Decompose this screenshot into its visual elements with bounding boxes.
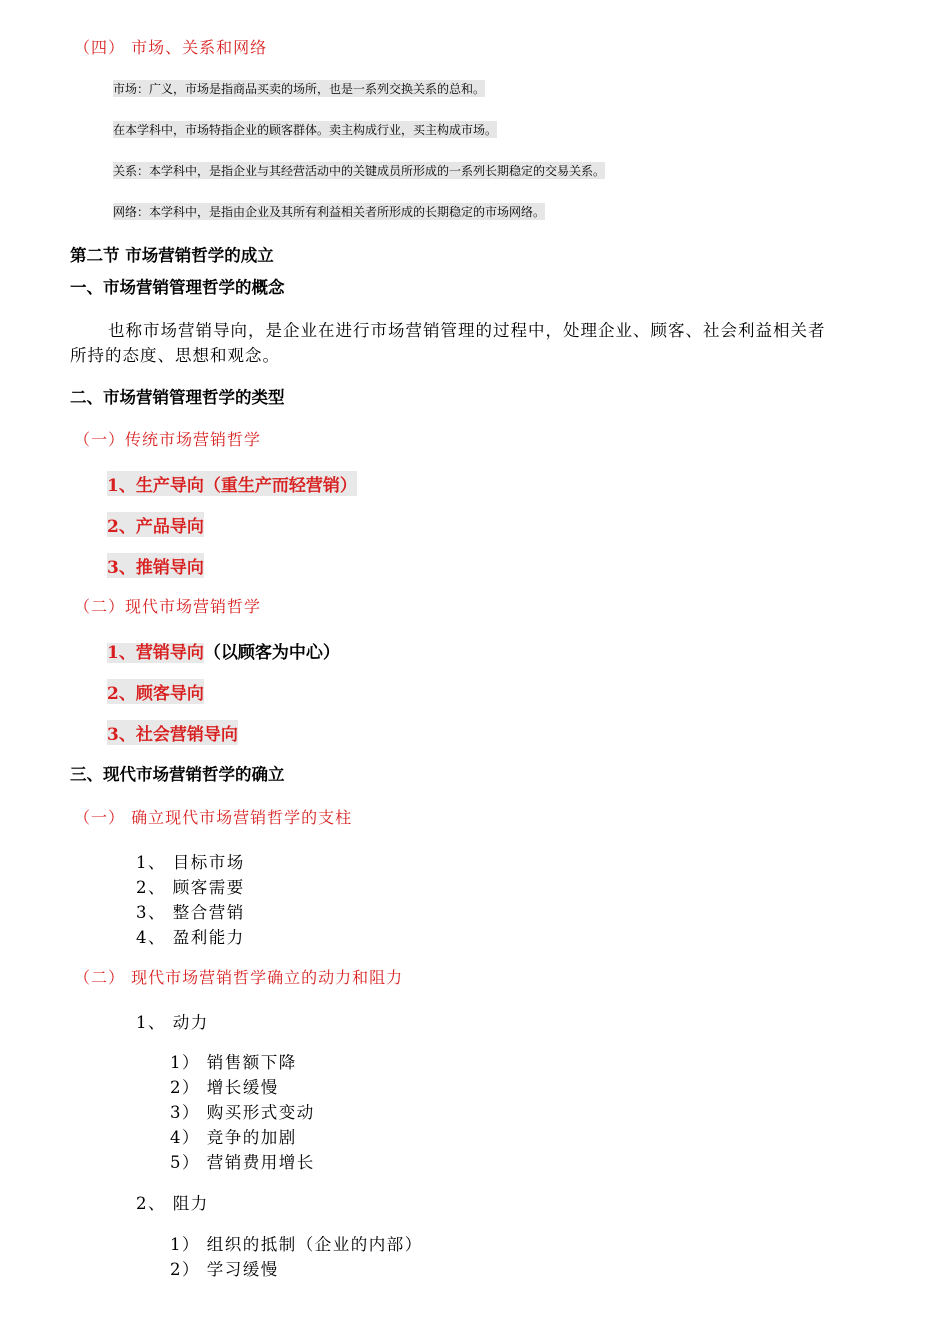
forces-heading: （二） 现代市场营销哲学确立的动力和阻力 [74,968,404,987]
drive-item: 2） 增长缓慢 [170,1078,279,1097]
pillar-item: 3、 整合营销 [136,903,245,922]
pillars-heading: （一） 确立现代市场营销哲学的支柱 [74,808,353,827]
drive-item: 5） 营销费用增长 [170,1153,315,1172]
resist-label: 2、 阻力 [136,1194,209,1213]
modern-heading: （二）现代市场营销哲学 [74,597,262,616]
part3-title: 三、现代市场营销哲学的确立 [70,765,285,784]
section-heading-markets: （四） 市场、关系和网络 [74,38,268,57]
pillar-item: 4、 盈利能力 [136,928,245,947]
drive-item: 1） 销售额下降 [170,1053,297,1072]
modern-item-customer: 2、顾客导向 [107,679,204,704]
part2-title: 二、市场营销管理哲学的类型 [70,388,285,407]
part1-title: 一、市场营销管理哲学的概念 [70,278,285,297]
traditional-heading: （一）传统市场营销哲学 [74,430,262,449]
modern-item-marketing-label: 1、营销导向 [107,643,204,663]
definition-market-scope: 在本学科中，市场特指企业的顾客群体。卖主构成行业，买主构成市场。 [113,123,498,137]
modern-item-marketing-note: （以顾客为中心） [203,643,340,663]
pillar-item: 1、 目标市场 [136,853,245,872]
pillar-item: 2、 顾客需要 [136,878,245,897]
resist-item: 2） 学习缓慢 [170,1260,279,1279]
definition-market: 市场：广义，市场是指商品买卖的场所，也是一系列交换关系的总和。 [113,82,486,96]
drive-label: 1、 动力 [136,1013,209,1032]
drive-item: 3） 购买形式变动 [170,1103,315,1122]
resist-item: 1） 组织的抵制（企业的内部） [170,1235,423,1254]
part1-paragraph-line1: 也称市场营销导向，是企业在进行市场营销管理的过程中，处理企业、顾客、社会利益相关者 [108,321,826,340]
part1-paragraph-line2: 所持的态度、思想和观念。 [70,346,280,365]
definition-network: 网络：本学科中，是指由企业及其所有利益相关者所形成的长期稳定的市场网络。 [113,205,546,219]
traditional-item-product: 2、产品导向 [107,512,204,537]
modern-item-marketing [107,638,340,663]
traditional-item-selling: 3、推销导向 [107,553,204,578]
traditional-item-production: 1、生产导向（重生产而轻营销） [107,471,357,496]
definition-relationship: 关系：本学科中，是指企业与其经营活动中的关键成员所形成的一系列长期稳定的交易关系。 [113,164,606,178]
modern-item-societal: 3、社会营销导向 [107,720,238,745]
chapter-title: 第二节 市场营销哲学的成立 [70,246,274,265]
drive-item: 4） 竞争的加剧 [170,1128,297,1147]
